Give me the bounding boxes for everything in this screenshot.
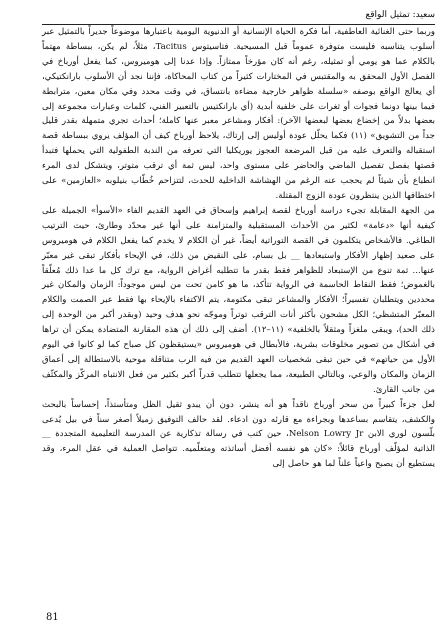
running-title: سعيد: تمثيل الواقع [361,10,435,20]
paragraph-2: من الجهة المقابلة تجيء دراسة أورباخ لقصة إبراهيم وإسحاق في العهد القديم الفاء «الأسوأ» الجميلة على كيفية أنها «دعامة» لكثير من الأحداث المستقبلية والمتزامنة على أنها غير محدّد وطارئ، حيث الترتيب الطاغي. فالأشخاص يتكلمون في القصة التوراتية أيضاً، غير أن الكلام لا يخدم كما يفعل الكلام في هوميروس على صعيد إظهار الأفكار واستبعادها __ بل بسام، على النقيض من ذلك، في الإيحاء بأفكار تبقى غير معبّر عنها... ثمة تنوع من الإستبعاد للظواهر فقط بقدر ما تتطلبه أغراض الرواية، مع ترك كل ما عدا ذلك مُعلّقاً بالغموض؛ فقط النقاط الحاسمة في الرواية تتأكد، ما هو كامن تحت من ليس موجوداً: الزمان والمكان غير محددين ويتطلبان تفسيراً؛ الأفكار والمشاعر تبقى مكتومة، يتم الاكتفاء بالإيحاء بها فقط عبر الصمت والكلام المعبّر المتشظي؛ الكل مشحون بأكثر أنات الترقب توتراً وموجّه نحو هدف وحيد (وبقدر أكبر من الوحدة إلى ذلك الحد)، ويبقى ملغزاً ومثقلاً بالخلفية» (١١–١٢). أضف إلى ذلك أن هذه المقارنة المتضادة يمكن أن تراها في أشكال من تصوير مخلوقات بشرية، فالأبطال في هوميروس «يستيقظون كل صباح كما لو كانوا في اليوم الأول من حياتهم» في حين تبقى شخصيات العهد القديم من فيه الرب متناقلة موحية بالاستطالة إلى أعماق الزمان والمكان والوعي، وبالتالي الطبيعة، مما يجعلها تتطلب قدراً أكبر بكثير من فعل الانتباه المركّز والمكثّف من جانب القارئ. [42,205,435,395]
running-header [42,8,435,25]
paragraph-1: وربما حتى الغنائية العاطفية، أما فكرة الحياة الإنسانية أو الدنيوية اليومية باعتبارها موضوعاً جديراً بالتمثيل عبر أسلوب يتناسبه فليست متوفرة عموماً قبل المسيحية. فتاسيتوس Tacitus، مثلاً، لم يكن، ببساطة مهتماً بالكلام عما هو يومي أو تمثيله، رغم أنه كان مؤرخاً ممتازاً. وإذا عدنا إلى هوميروس، كما يفعل أورباخ في الفصل الأول المحقق به والمقتبس في المختارات كثيراً من كتاب المحاكاة، فإننا نجد أن الأسلوب بارانكتيكي، أي يعالج الواقع بوصفه «سلسلة ظواهر خارجية مضاءة بانتساق، في وقت محدد وفي مكان معين، مترابطة فيما بينها دونما فجوات أو ثغرات على خلفية أبدية (أي بارانكتيس بالتعبير الفني، كلمات وعبارات مجموعة إلى بعضها بدلاً من إخضاع بعضها لبعضها الآخر): أفكار ومشاعر معبر عنها كاملة؛ أحداث تجري متمهلة بقدر قليل جداً من التشويق» (١١) فكما يحلّل عودة أوليس إلى إرتاك، يلاحظ أورباخ كيف أن المؤلف يروي ببساطة قصة استقباله والتعرف عليه من قبل المرضعة العجوز يوريكليا التي تعرفه من الندبة الطفولية التي يحملها فتبدأ قصتها بفصل تفصيل الماضي والحاضر على مستوى واحد، ليس ثمة أي ترقب متوتر، ويتشكل لدى المرء انطباع بأن شيئاً لم يحجب عنه الرغم من الهشاشة الداخلية للحدث، لتتزاحم خُطّاب بنيلوبه «العازمين» على اختطافها الذين ينتظرون عودة الزوج المقتلة. [42,27,435,201]
paragraph-3: لعل جزءاً كبيراً من سحر أورباخ ناقداً هو أنه ينشر، دون أن يبدو ثقيل الظل ومتأستذاً، إحساساً بالبحث والكشف، يتقاسم بساعدها وبجراءة مع قارئه دون ادعاء. لقد حالف التوفيق زميلاً أصغر سناً في بيل يُدعى بلّسون لوري الابن Nelson Lowry Jr، حين كتب في رسالة تذكارية عن المدرسة التعليمية المتجددة __ الذاتية لمؤلّف أورباخ قائلاً: «كان هو نفسه أفضل أساتذته ومتعلّميه. تتواصل العملية في عقل المرء، وقد يستطيع أن يصبح واعياً علناً لما هو حاصل إلى [42,399,435,470]
page-number: 81 [46,612,59,623]
body-text [42,25,435,472]
